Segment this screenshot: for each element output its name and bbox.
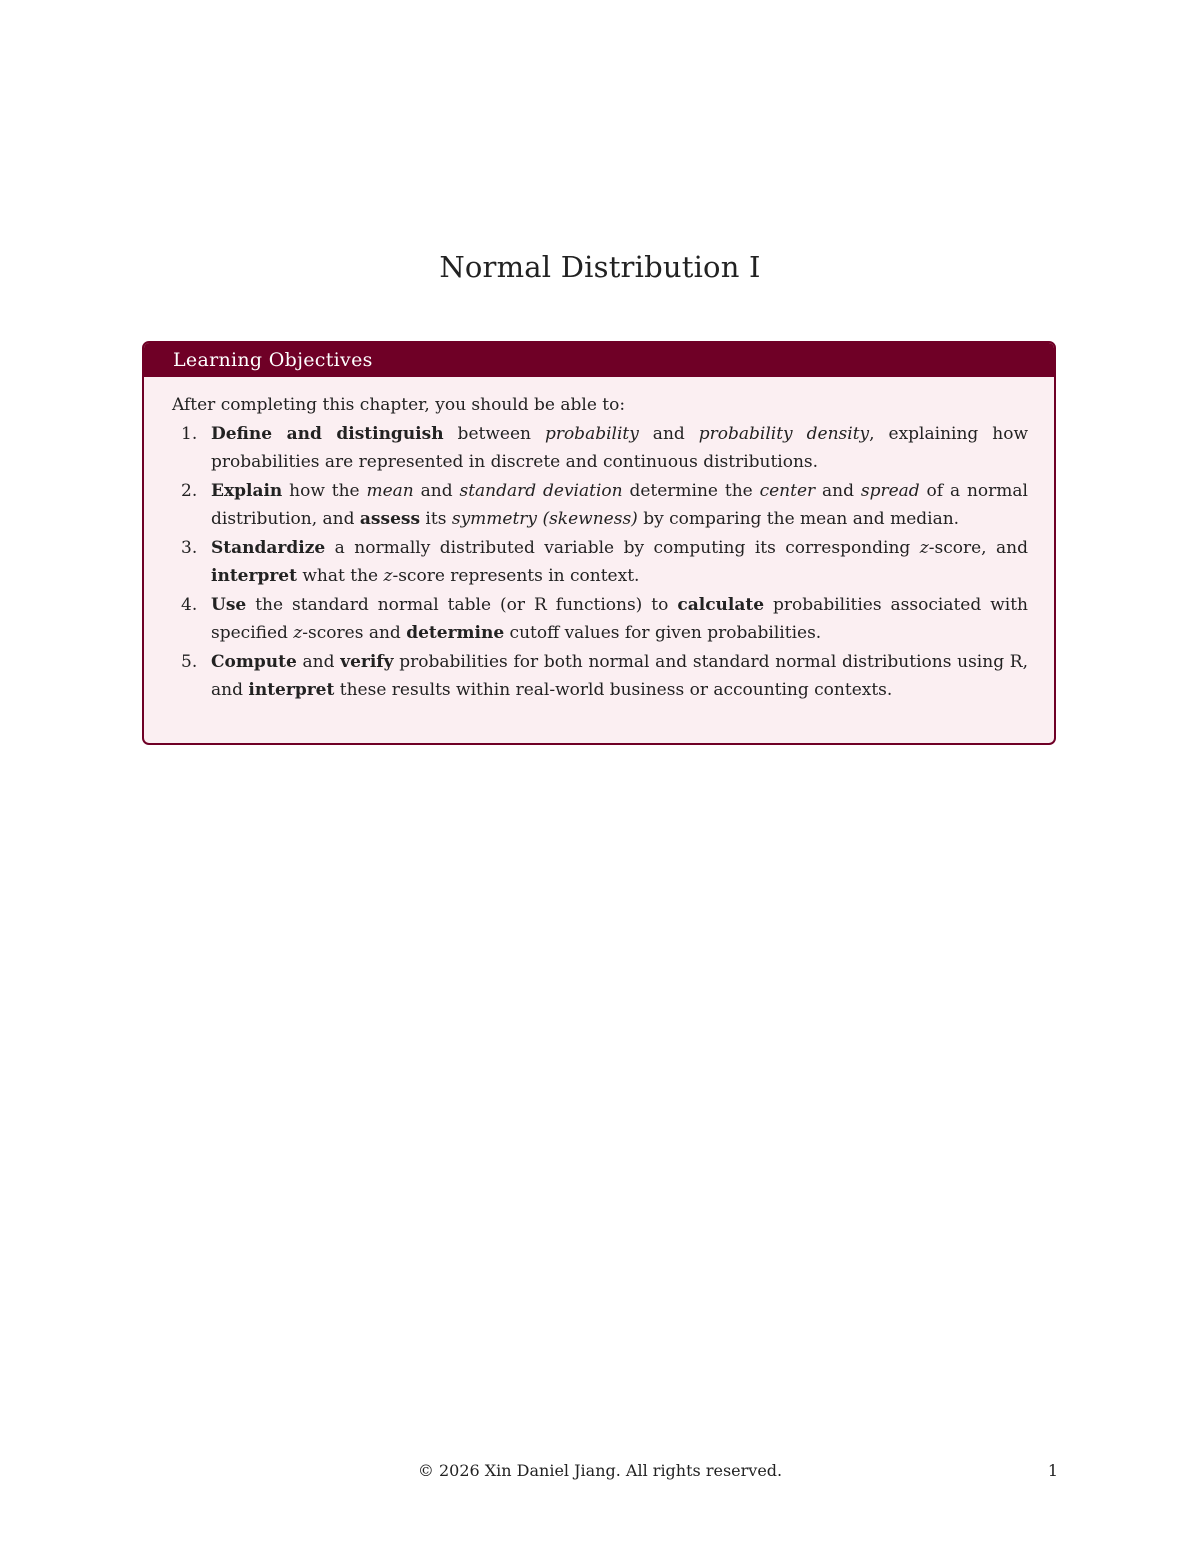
objective-number: 5. xyxy=(181,651,198,672)
objective-number: 4. xyxy=(181,594,198,615)
objective-text-segment: probabilities for both normal and standard normal distributions using R, and xyxy=(211,651,1029,700)
objective-text-segment: -score, and xyxy=(928,537,1028,558)
objective-text-segment: probability xyxy=(544,423,639,444)
objective-text-segment: interpret xyxy=(211,566,297,586)
objective-text-segment: interpret xyxy=(248,680,335,700)
learning-objectives-header: Learning Objectives xyxy=(144,343,1054,377)
objective-text-segment: determine the xyxy=(622,480,760,501)
objective-text-segment: probability density xyxy=(698,423,870,444)
objective-item xyxy=(172,420,1028,477)
objective-text-segment: Explain xyxy=(211,480,283,501)
objective-text-segment: of a normal distribution, and xyxy=(211,480,1028,529)
learning-objectives-box xyxy=(142,341,1056,745)
objective-text-segment: standard deviation xyxy=(459,480,623,501)
objective-text-segment: a normally distributed variable by computing its corresponding xyxy=(325,537,920,558)
objective-text-segment: and xyxy=(413,480,460,501)
objective-text-segment: -score represents in context. xyxy=(392,566,640,586)
objective-text-segment: Use xyxy=(211,594,247,615)
objective-text-segment: calculate xyxy=(677,594,765,615)
footer-copyright: © 2026 Xin Daniel Jiang. All rights reserved. xyxy=(417,1461,783,1480)
objective-text-segment: z xyxy=(293,623,303,643)
objective-text-segment: determine xyxy=(406,623,505,643)
objective-text-segment: these results within real-world business or accounting contexts. xyxy=(334,680,893,700)
objective-text-segment: assess xyxy=(359,509,421,529)
objective-text-segment: z xyxy=(383,566,393,586)
objective-text-segment: what the xyxy=(296,566,384,586)
objectives-list xyxy=(172,420,1028,705)
objective-text-segment: -scores and xyxy=(302,623,407,643)
objective-text-segment: center xyxy=(759,480,816,501)
objectives-intro: After completing this chapter, you should be able to: xyxy=(172,395,626,415)
objective-text-segment: verify xyxy=(340,651,394,672)
objective-text-segment: the standard normal table (or R functions) to xyxy=(246,594,678,615)
objective-text-segment: Standardize xyxy=(211,537,326,558)
objective-text-segment: Compute xyxy=(211,651,297,672)
objective-text-segment: by comparing the mean and median. xyxy=(637,509,960,529)
objective-number: 2. xyxy=(181,480,198,501)
objective-text-segment: probabilities associated with specified xyxy=(211,594,1028,643)
page-number: 1 xyxy=(1047,1461,1058,1480)
objective-text-segment: and xyxy=(638,423,699,444)
page-title: Normal Distribution I xyxy=(439,250,761,285)
objective-item xyxy=(172,648,1028,705)
objective-number: 3. xyxy=(181,537,198,558)
objective-text-segment: its xyxy=(420,509,452,529)
objective-text-segment: z xyxy=(919,537,929,558)
objective-item xyxy=(172,534,1028,591)
objective-text-segment: and xyxy=(296,651,341,672)
objective-text-segment: , explaining how probabilities are represented in discrete and continuous distributions. xyxy=(211,423,1028,472)
objective-item xyxy=(172,477,1028,534)
learning-objectives-body xyxy=(144,377,1054,705)
objective-number: 1. xyxy=(181,423,198,444)
objective-text-segment: Define and distinguish xyxy=(211,423,444,444)
objective-text-segment: between xyxy=(443,423,545,444)
objective-text-segment: and xyxy=(815,480,861,501)
objective-text-segment: how the xyxy=(282,480,367,501)
objective-item xyxy=(172,591,1028,648)
objective-text-segment: cutoff values for given probabilities. xyxy=(504,623,822,643)
objective-text-segment: mean xyxy=(366,480,414,501)
objective-text-segment: symmetry (skewness) xyxy=(451,509,638,529)
objective-text-segment: spread xyxy=(860,480,920,501)
